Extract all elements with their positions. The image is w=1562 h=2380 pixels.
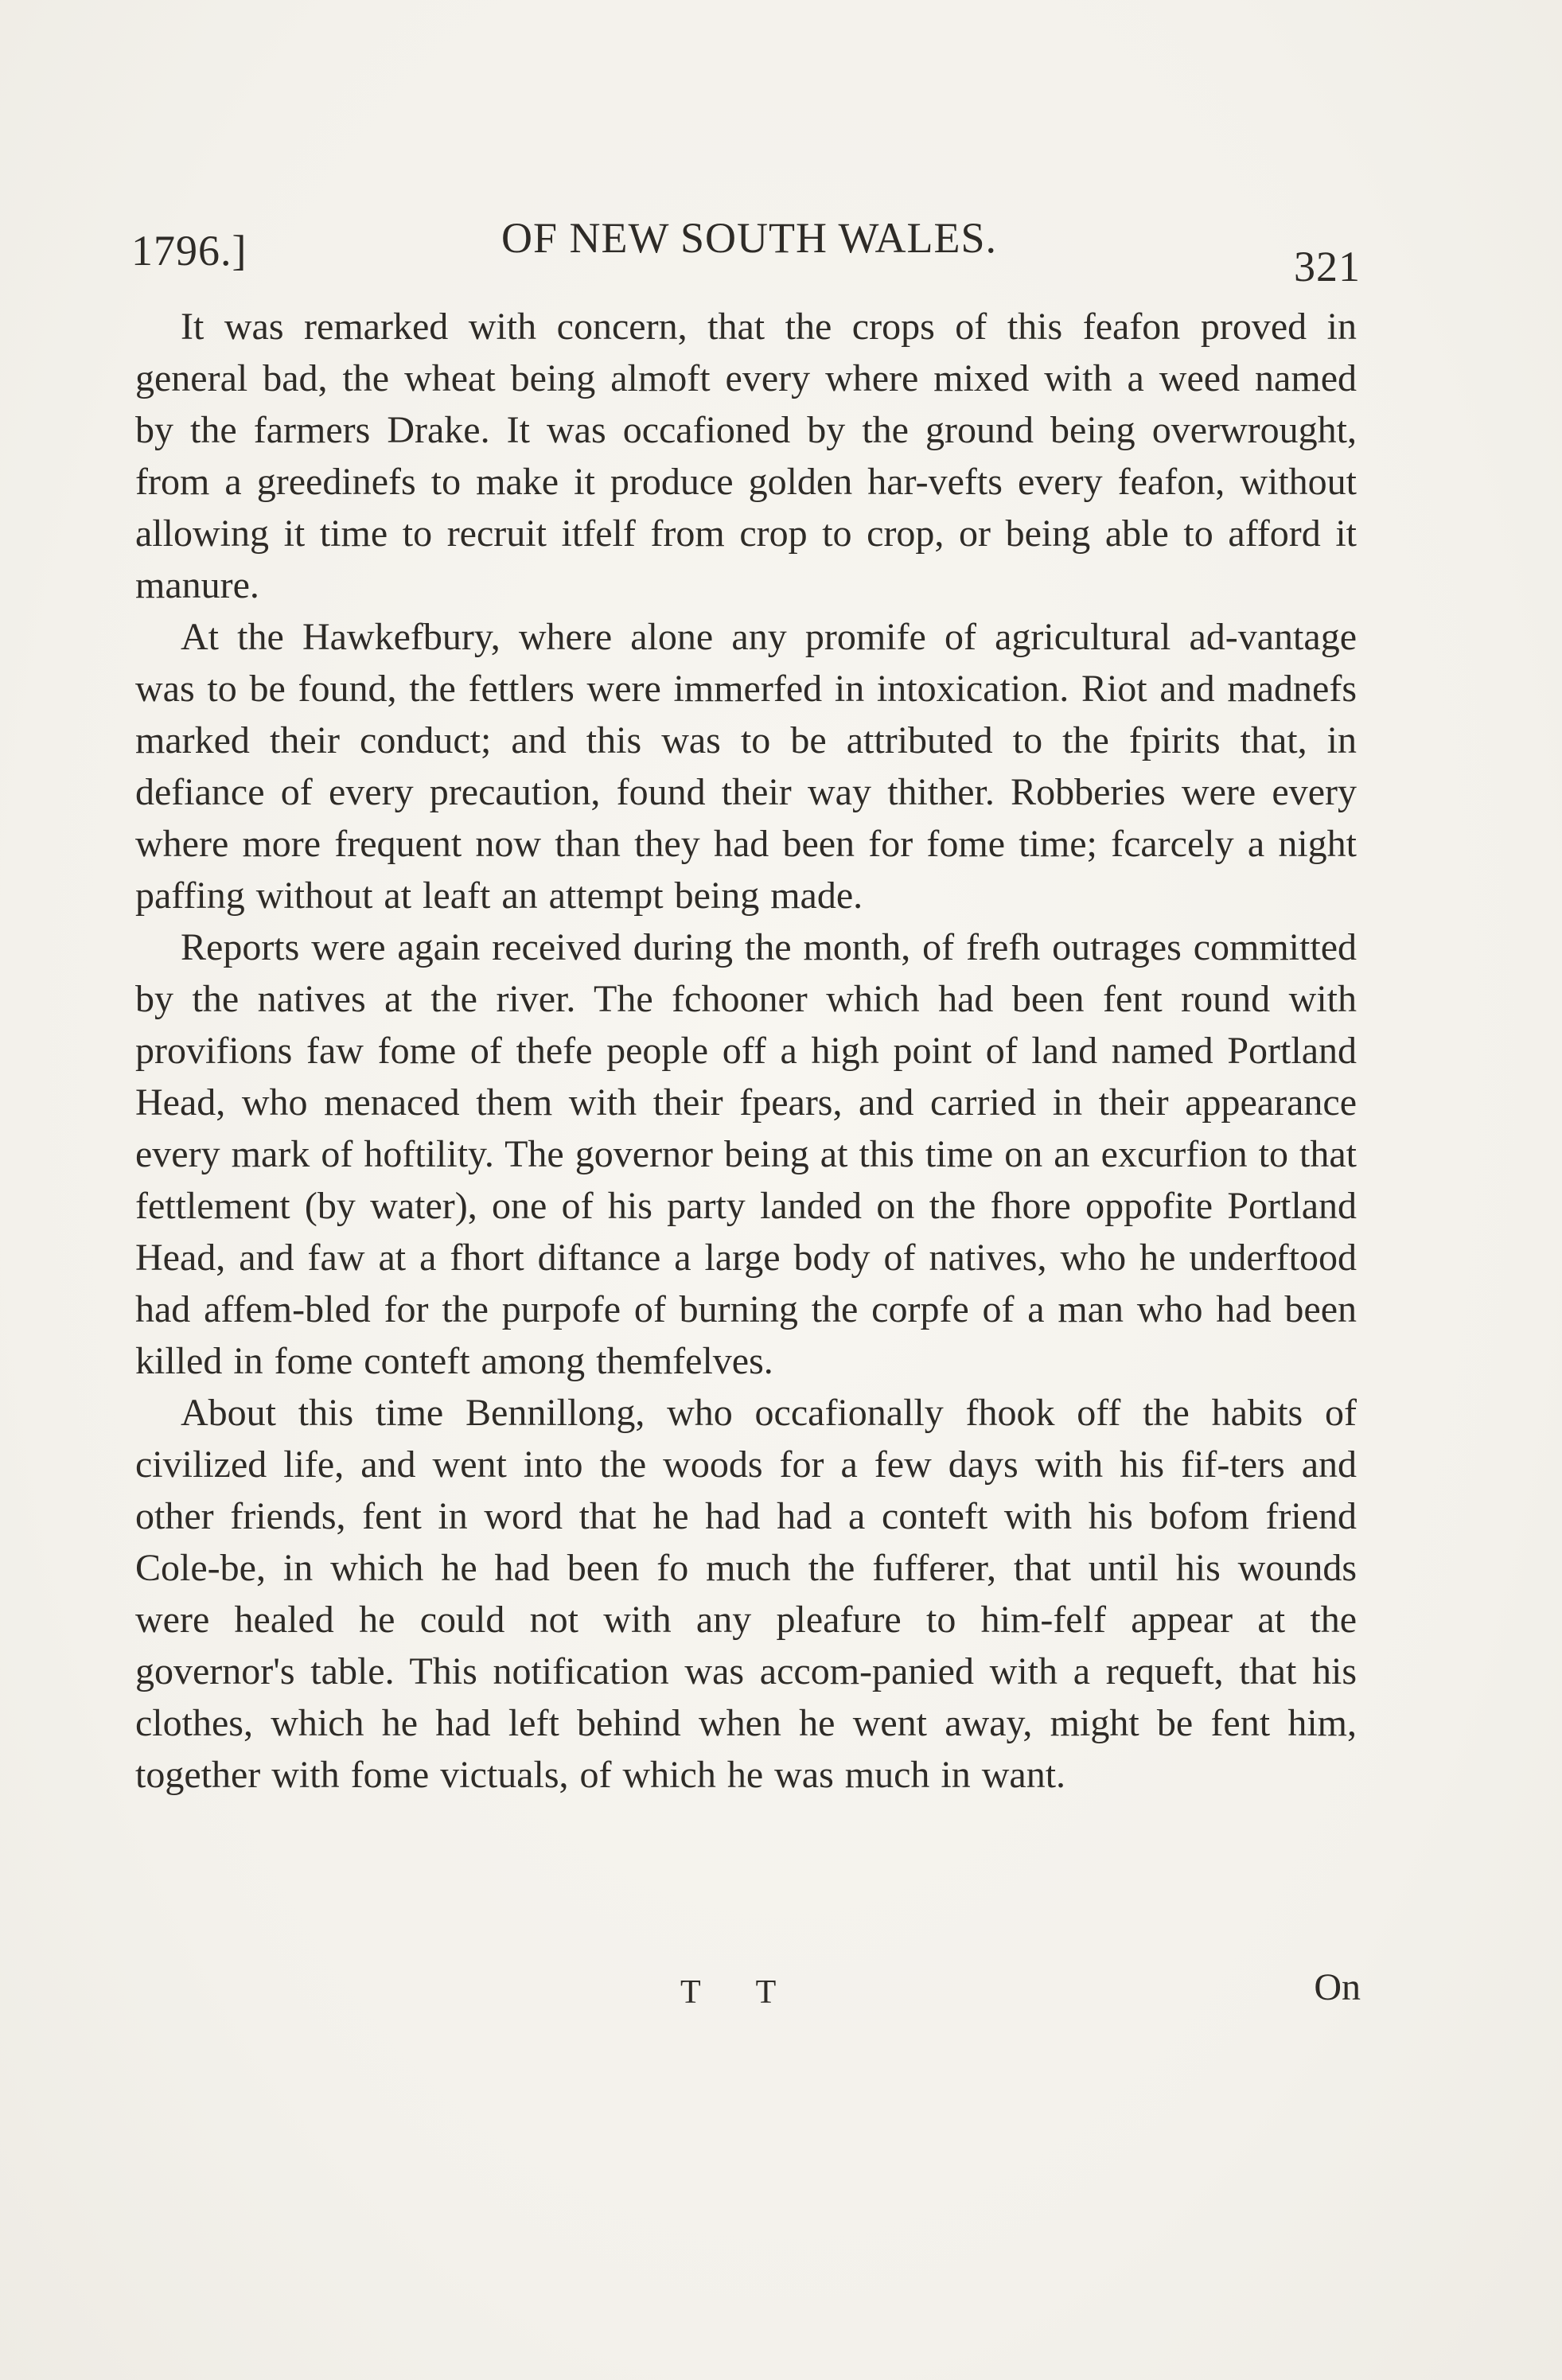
paragraph-crops: It was remarked with concern, that the crops of this feafon proved in general bad, the wheat being almoft every where mixed with a weed named by the farmers Drake. It was occafioned by the ground being overwrought, from a greedinefs to make it produce golden har-vefts every feafon, without allowing it time to recruit itfelf from crop to crop, or being able to afford it manure. [135,306,1357,606]
paragraph-natives: Reports were again received during the month, of frefh outrages committed by the natives at the river. The fchooner which had been fent round with provifions faw fome of thefe people off a high point of land named Portland Head, who menaced them with their fpears, and carried in their appearance every mark of hoftility. The governor being at this time on an excurfion to that fettlement (by water), one of his party landed on the fhore oppofite Portland Head, and faw at a fhort diftance a large body of natives, who he underftood had affem-bled for the purpofe of burning the corpfe of a man who had been killed in fome conteft among themfelves. [135,926,1357,1382]
signature-mark: T T [680,1974,800,2011]
paragraph-hawkesbury: At the Hawkefbury, where alone any promife of agricultural ad-vantage was to be found, the fettlers were immerfed in intoxication. Riot and madnefs marked their conduct; and this was to be attributed to the fpirits that, in defiance of every precaution, found their way thither. Robberies were every where more frequent now than they had been for fome time; fcarcely a night paffing without at leaft an attempt being made. [135,616,1357,917]
body-text [135,301,1357,1801]
catchword: On [1314,1966,1361,2008]
page-footer [131,1965,1361,2021]
page-number: 321 [1294,243,1361,290]
header-title: OF NEW SOUTH WALES. [501,214,998,262]
running-head [131,213,1361,290]
paragraph-bennillong: About this time Bennillong, who occafionally fhook off the habits of civilized life, and went into the woods for a few days with his fif-ters and other friends, fent in word that he had had a conteft with his bofom friend Cole-be, in which he had been fo much the fufferer, that until his wounds were healed he could not with any pleafure to him-felf appear at the governor's table. This notification was accom-panied with a requeft, that his clothes, which he had left behind when he went away, might be fent him, together with fome victuals, of which he was much in want. [135,1392,1357,1796]
header-year: 1796.] [131,227,247,275]
